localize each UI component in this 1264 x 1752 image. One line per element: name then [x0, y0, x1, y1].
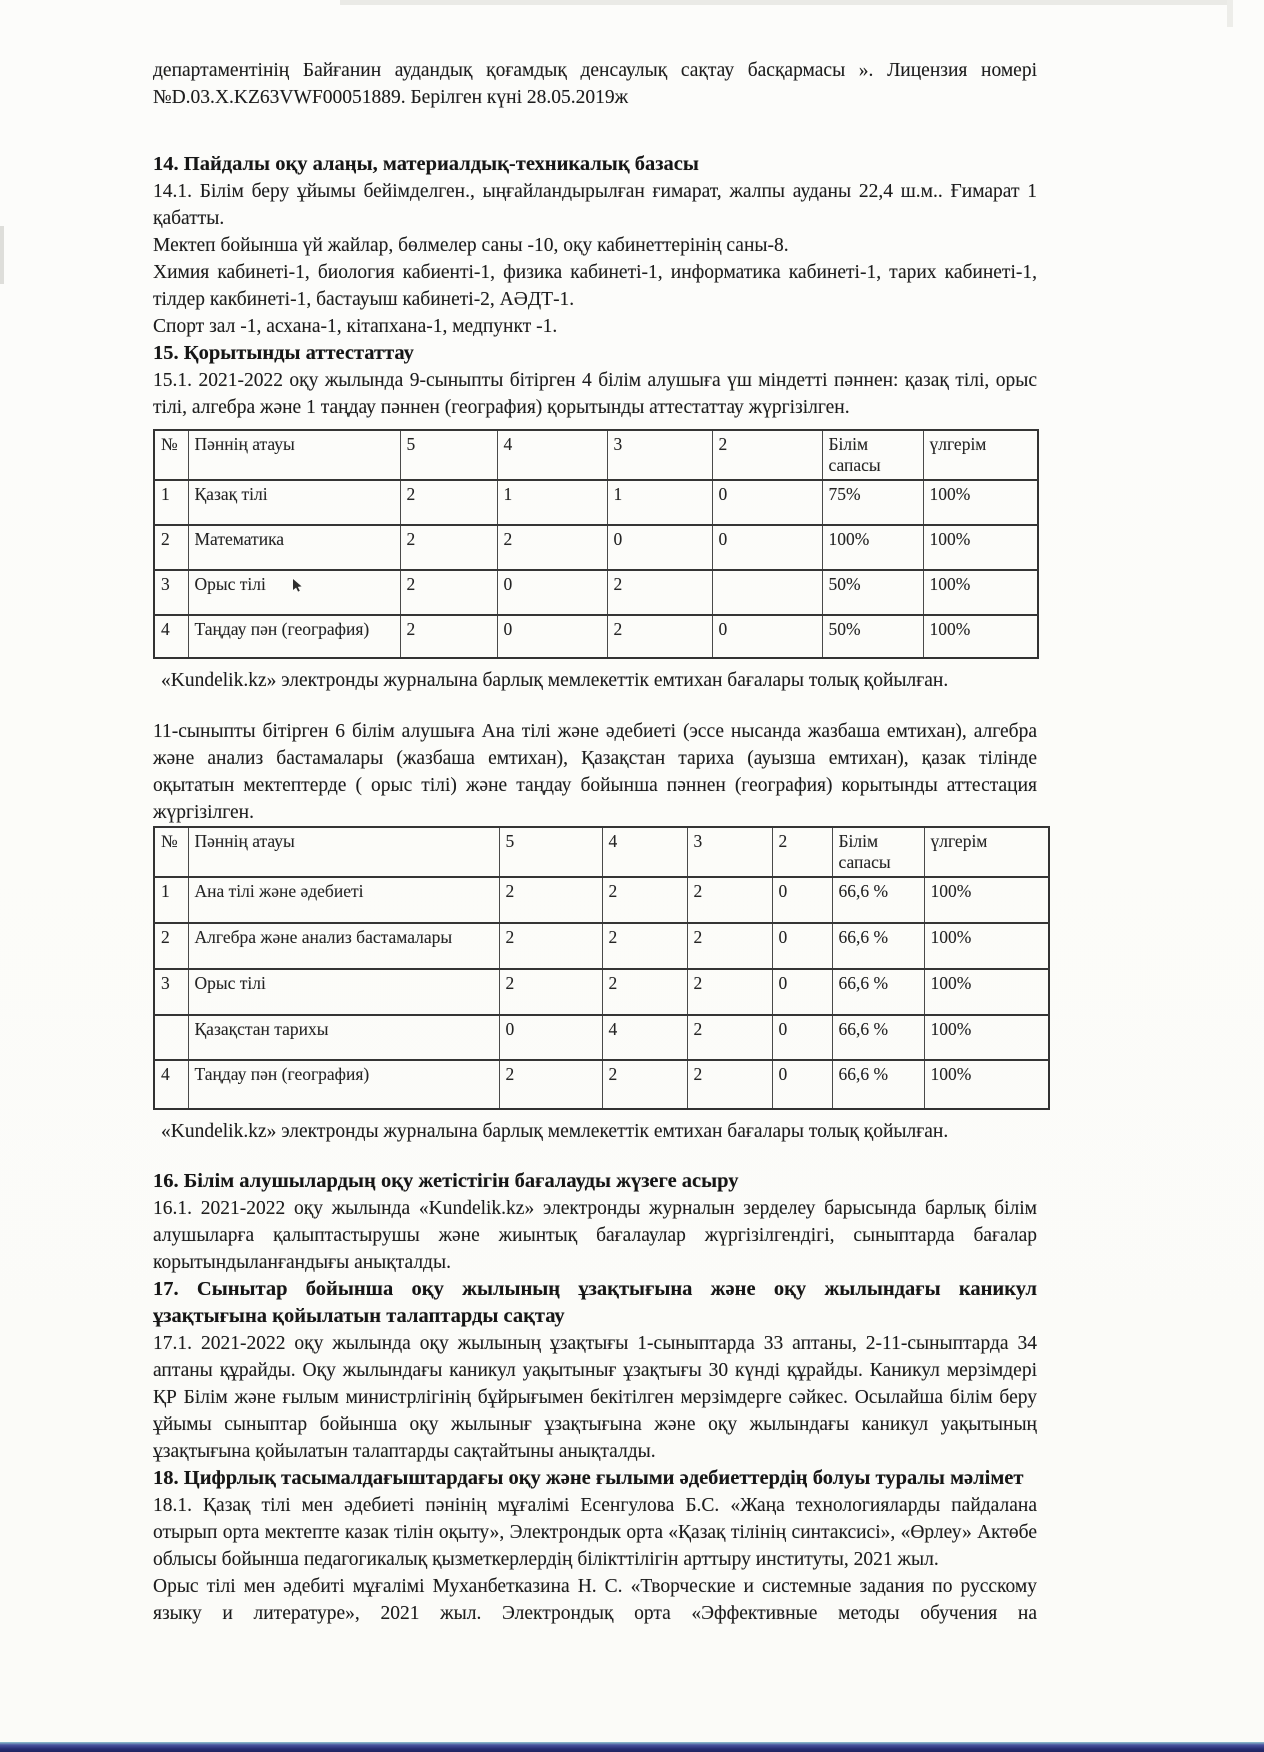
table-row [154, 525, 1038, 570]
table-header-cell: 5 [499, 827, 602, 877]
table-header-row [154, 827, 1049, 877]
table-cell: 4 [154, 1060, 188, 1109]
table-cell: 2 [499, 923, 602, 969]
table-cell: 2 [607, 615, 712, 658]
table-cell: 75% [822, 480, 923, 525]
table-row [154, 570, 1038, 615]
section-16-heading: 16. Білім алушылардың оқу жетістігін бағалауды жүзеге асыру [153, 1170, 739, 1192]
table-row [154, 1060, 1049, 1109]
table-cell: 2 [400, 480, 497, 525]
table-cell: 66,6 % [832, 877, 924, 923]
section-16-paragraph-1: 16.1. 2021-2022 оқу жылында «Kundelik.kz» электронды журналын зерделеу барысында барлық білім алушыларға қалыптастырушы және жиынтық бағалаулар жүргізілгендігі, сыныптарда бағалар корытындыланғандығы анықталды. [153, 1198, 1037, 1273]
section-15-paragraph-1: 15.1. 2021-2022 оқу жылында 9-сыныпты бітірген 4 білім алушыға үш міндетті пәннен: қазақ тілі, орыс тілі, алгебра және 1 таңдау пәннен (география) қорытынды аттестаттау жүргізілген. [153, 370, 1037, 418]
table-header-cell: 4 [602, 827, 687, 877]
table-header-cell: Пәннің атауы [188, 827, 499, 877]
table-cell-text: Орыс тілі [194, 574, 266, 594]
table-cell: 100% [924, 923, 1049, 969]
section-14-paragraph-1: 14.1. Білім беру ұйымы бейімделген., ыңғайландырылған ғимарат, жалпы ауданы 22,4 ш.м.. Ғимарат 1 қабатты. [153, 181, 1037, 229]
table-cell: 0 [772, 1060, 832, 1109]
table-header-cell: 3 [607, 430, 712, 480]
section-17-heading: 17. Сынытар бойынша оқу жылының ұзақтығына және оқу жылындағы каникул ұзақтығына қойылатын талаптарды сақтау [153, 1278, 1037, 1327]
table-row [154, 923, 1049, 969]
table-cell: Алгебра және анализ бастамалары [188, 923, 499, 969]
scan-artifact-top-edge [340, 0, 1230, 5]
grade9-attestation-table [153, 429, 1039, 659]
section-14-paragraph-4: Спорт зал -1, асхана-1, кітапхана-1, медпункт -1. [153, 316, 558, 337]
table-cell: 0 [499, 1015, 602, 1060]
table-cell: 100% [924, 1060, 1049, 1109]
table-cell: 0 [772, 1015, 832, 1060]
table-cell: 0 [772, 877, 832, 923]
grade11-paragraph: 11-сыныпты бітірген 6 білім алушыға Ана тілі және әдебиеті (эссе нысанда жазбаша емтихан), алгебра және анализ бастамалары (жазбаша емтихан), Қазақстан тариха (ауызша емтихан), қазак тілінде оқытатын мектептерде ( орыс тілі) және таңдау бойынша пәннен (география) корытынды аттестация жүргізілген. [153, 721, 1037, 823]
table-cell: 2 [499, 969, 602, 1015]
table-header-cell: № [154, 430, 188, 480]
section-18-paragraph-2: Орыс тілі мен әдебиті мұғалімі Муханбетказина Н. С. «Творческие и системные задания по русскому языку и литературе», 2021 жыл. Электрондық орта «Эффективные методы обучения на [153, 1576, 1037, 1624]
table-header-row [154, 430, 1038, 480]
table-cell: 66,6 % [832, 1060, 924, 1109]
table-cell: 0 [497, 570, 607, 615]
table-cell: 3 [154, 969, 188, 1015]
table-cell: 100% [923, 570, 1038, 615]
section-14-paragraph-3: Химия кабинеті-1, биология кабиенті-1, физика кабинеті-1, информатика кабинеті-1, тарих кабинеті-1, тілдер какбинеті-1, бастауыш кабинеті-2, АӘДТ-1. [153, 262, 1037, 310]
table-cell: 100% [923, 615, 1038, 658]
section-14-heading: 14. Пайдалы оқу алаңы, материалдық-техникалық базасы [153, 153, 699, 175]
kundelik-note-2: «Kundelik.kz» электронды журналына барлық мемлекеттік емтихан бағалары толық қойылған. [161, 1121, 949, 1142]
table-header-cell: Білім сапасы [822, 430, 923, 480]
table-cell [154, 1015, 188, 1060]
table-cell: 2 [400, 525, 497, 570]
table-cell: 66,6 % [832, 923, 924, 969]
scan-artifact-top-right-edge [1227, 0, 1233, 27]
table-header-cell: үлгерім [923, 430, 1038, 480]
table-cell: Таңдау пән (география) [188, 615, 400, 658]
table-cell: 66,6 % [832, 1015, 924, 1060]
table-row [154, 480, 1038, 525]
table-cell: Ана тілі және әдебиеті [188, 877, 499, 923]
table-cell: 0 [772, 969, 832, 1015]
table-header-cell: 5 [400, 430, 497, 480]
table-cell: 50% [822, 570, 923, 615]
table-header-cell: 2 [772, 827, 832, 877]
table-header-cell: 3 [687, 827, 772, 877]
scan-artifact-left-edge [0, 226, 4, 284]
table-cell: 2 [602, 923, 687, 969]
table-cell: 100% [923, 525, 1038, 570]
table-cell: Қазақстан тарихы [188, 1015, 499, 1060]
table-row [154, 877, 1049, 923]
table-row [154, 969, 1049, 1015]
table-header-cell: үлгерім [924, 827, 1049, 877]
table-header-cell: Пәннің атауы [188, 430, 400, 480]
table-cell: Орыс тілі [188, 969, 499, 1015]
table-header-cell: № [154, 827, 188, 877]
table-cell: 2 [687, 1015, 772, 1060]
table-cell: Математика [188, 525, 400, 570]
table-cell: 0 [712, 525, 822, 570]
table-cell: 2 [400, 615, 497, 658]
table-cell: 2 [607, 570, 712, 615]
table-header-cell: 2 [712, 430, 822, 480]
table-cell: 2 [602, 877, 687, 923]
table-cell: Қазақ тілі [188, 480, 400, 525]
grade11-attestation-table [153, 826, 1050, 1110]
table-cell: 2 [499, 877, 602, 923]
table-cell [188, 570, 400, 615]
table-cell: 2 [687, 877, 772, 923]
section-18-paragraph-1: 18.1. Қазақ тілі мен әдебиеті пәнінің мұғалімі Есенгулова Б.С. «Жаңа технологияларды пайдалана отырып орта мектепте казак тілін оқыту», Электрондык орта «Қазақ тілінің синтаксисі», «Өрлеу» Актөбе облысы бойынша педагогикалық қызметкерлердің білікттілігін арттыру институты, 2021 жыл. [153, 1495, 1037, 1570]
table-cell: 2 [602, 1060, 687, 1109]
table-cell: 100% [822, 525, 923, 570]
table-cell: 2 [687, 969, 772, 1015]
table-cell: 2 [687, 1060, 772, 1109]
table-header-cell: 4 [497, 430, 607, 480]
cursor-arrow-icon [292, 579, 302, 592]
table-cell: 2 [154, 923, 188, 969]
table-cell [712, 570, 822, 615]
section-14-paragraph-2: Мектеп бойынша үй жайлар, бөлмелер саны -10, оқу кабинеттерінің саны-8. [153, 235, 789, 256]
table-row [154, 615, 1038, 658]
table-cell: 0 [497, 615, 607, 658]
table-cell: 100% [924, 1015, 1049, 1060]
table-cell: 100% [924, 969, 1049, 1015]
table-cell: 1 [497, 480, 607, 525]
document-content [153, 57, 1037, 1627]
table-row [154, 1015, 1049, 1060]
table-cell: 66,6 % [832, 969, 924, 1015]
table-cell: 2 [154, 525, 188, 570]
kundelik-note-1: «Kundelik.kz» электронды журналына барлық мемлекеттік емтихан бағалары толық қойылған. [161, 670, 949, 691]
table-cell: 2 [400, 570, 497, 615]
table-cell: 2 [497, 525, 607, 570]
table-cell: 1 [154, 480, 188, 525]
table-cell: 50% [822, 615, 923, 658]
section-18-heading: 18. Цифрлық тасымалдағыштардағы оқу және ғылыми әдебиеттердің болуы туралы мәлімет [153, 1467, 1024, 1489]
table-cell: 0 [772, 923, 832, 969]
table-cell: 0 [712, 615, 822, 658]
table-cell: 4 [602, 1015, 687, 1060]
table-cell: 2 [499, 1060, 602, 1109]
table-cell: 2 [602, 969, 687, 1015]
table-cell: 100% [923, 480, 1038, 525]
table-cell: 1 [154, 877, 188, 923]
table-cell: 4 [154, 615, 188, 658]
table-cell: 0 [607, 525, 712, 570]
table-cell: 100% [924, 877, 1049, 923]
table-cell: Таңдау пән (география) [188, 1060, 499, 1109]
section-15-heading: 15. Қорытынды аттестаттау [153, 342, 414, 364]
table-cell: 2 [687, 923, 772, 969]
table-cell: 0 [712, 480, 822, 525]
bottom-scan-bar [0, 1742, 1264, 1752]
table-cell: 3 [154, 570, 188, 615]
license-paragraph: департаментінің Байғанин аудандық қоғамдық денсаулық сақтау басқармасы ». Лицензия номері №D.03.X.KZ63VWF00051889. Берілген күні 28.05.2019ж [153, 60, 1037, 108]
section-17-paragraph-1: 17.1. 2021-2022 оқу жылында оқу жылының ұзақтығы 1-сыныптарда 33 аптаны, 2-11-сыныптарда 34 аптаны құрайды. Оқу жылындағы каникул уақытынығ ұзақтығы 30 күнді құрайды. Каникул мерзімдері ҚР Білім және ғылым министрлігінің бұйрығымен бекітілген мерзімдерге сәйкес. Осылайша білім беру ұйымы сыныптар бойынша оқу жылынығ ұзақтығына және оқу жылындағы каникул уақытының ұзақтығына қойылатын талаптарды сақтайтыны анықталды. [153, 1333, 1037, 1462]
table-cell: 1 [607, 480, 712, 525]
table-header-cell: Білім сапасы [832, 827, 924, 877]
